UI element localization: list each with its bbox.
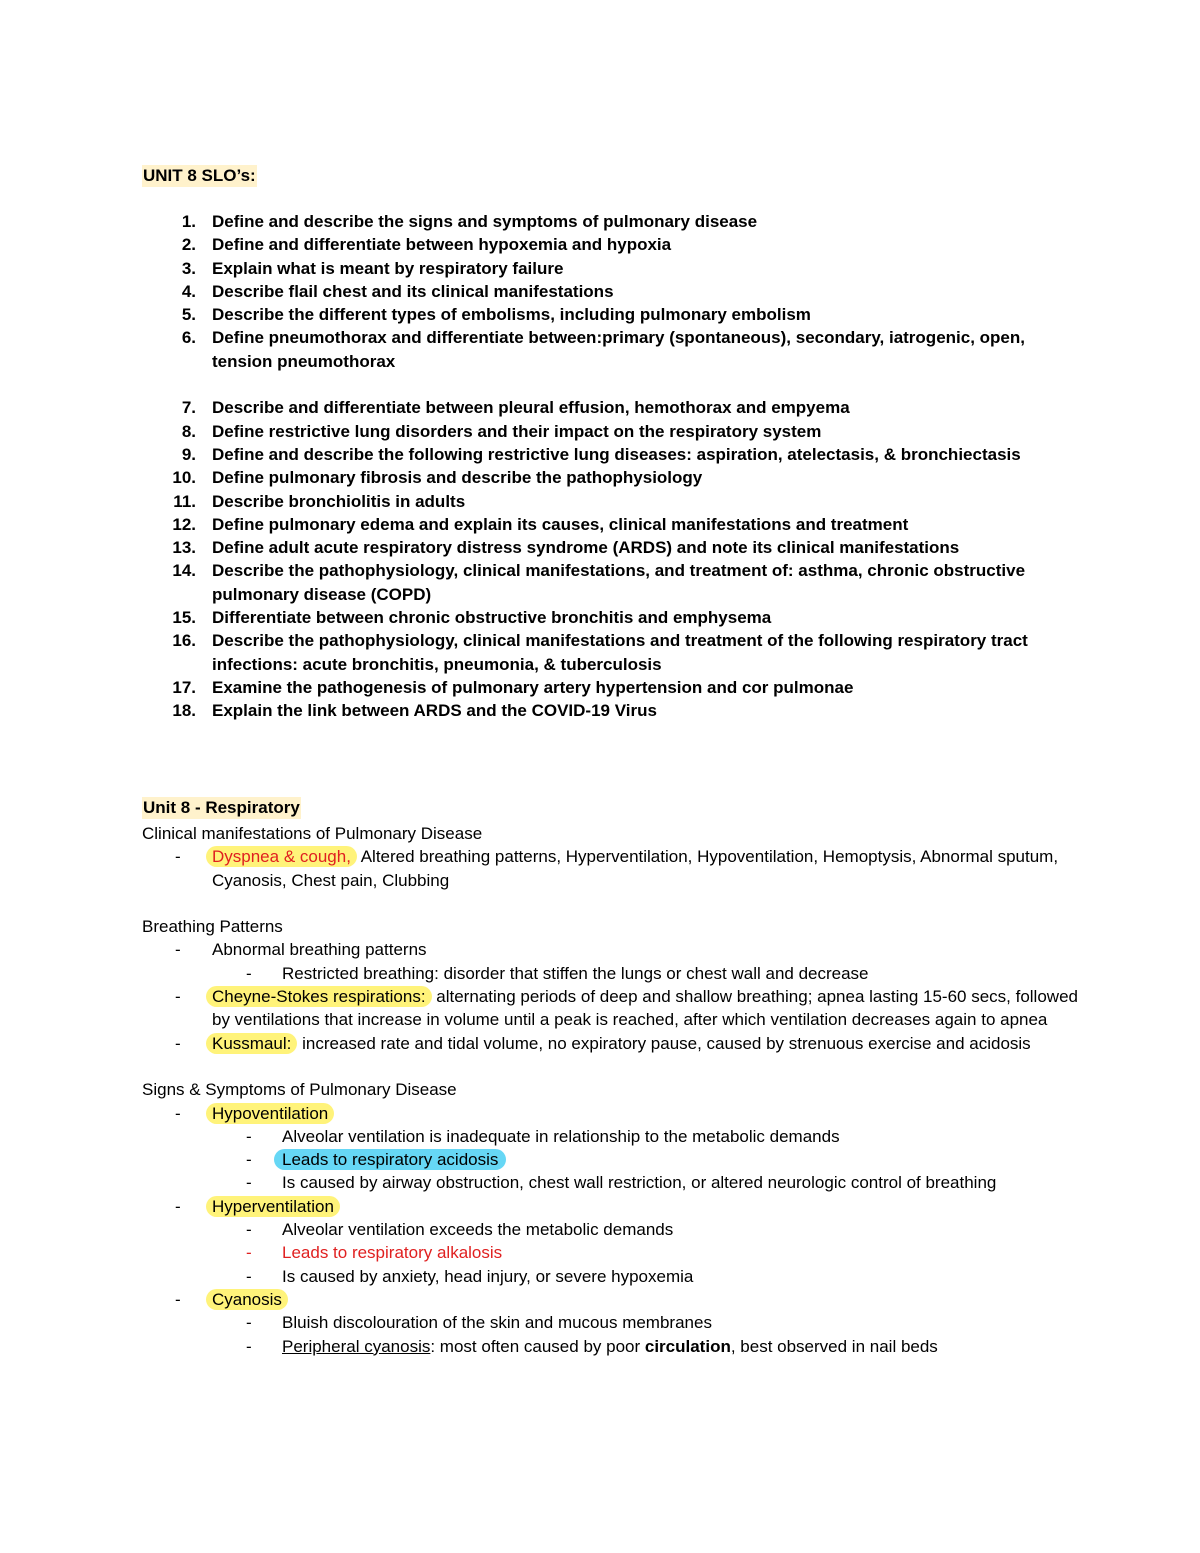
item-text: Restricted breathing: disorder that stiffen the lungs or chest wall and decrease [282, 963, 869, 983]
slo-number: 8. [181, 421, 196, 441]
dash-bullet: - [246, 1150, 252, 1170]
list-item [142, 1241, 1082, 1264]
slo-number: 1. [181, 212, 196, 231]
list-item [142, 1265, 1082, 1288]
slo-text: Describe flail chest and its clinical manifestations [212, 281, 614, 301]
slo-item [142, 513, 1082, 536]
slo-item [142, 396, 1082, 419]
item-text: increased rate and tidal volume, no expiratory pause, caused by strenuous exercise and acidosis [297, 1033, 1031, 1053]
slo-number: 18. [172, 701, 196, 721]
slo-heading: UNIT 8 SLO’s: [143, 166, 256, 185]
slo-number: 6. [181, 328, 196, 348]
list-item [142, 1171, 1082, 1194]
bold-term: circulation [644, 1336, 731, 1356]
item-text: Altered breathing patterns, Hyperventilation, Hypoventilation, Hemoptysis, Abnormal sputum, Cyanosis, Chest pain, Clubbing [212, 847, 1059, 890]
slo-number: 2. [181, 235, 196, 255]
dash-bullet: - [246, 1243, 252, 1263]
slo-number: 3. [181, 258, 196, 278]
list-item [142, 1125, 1082, 1148]
slo-number: 14. [172, 561, 196, 581]
item-text: Bluish discolouration of the skin and mucous membranes [282, 1313, 712, 1333]
slo-text: Define pulmonary fibrosis and describe the pathophysiology [212, 468, 703, 488]
item-text: alternating periods of deep and shallow breathing; apnea lasting 15-60 secs, followed by ventilations that increase in volume until a peak is reached, after which ventilation decreases again to apnea [212, 987, 1078, 1030]
slo-text: Describe bronchiolitis in adults [212, 491, 466, 511]
slo-item [142, 443, 1082, 466]
unit-heading: Unit 8 - Respiratory [143, 798, 300, 817]
item-text: Alveolar ventilation exceeds the metabolic demands [282, 1220, 674, 1240]
slo-text: Describe the pathophysiology, clinical manifestations and treatment of the following respiratory tract infections: acute bronchitis, pneumonia, & tuberculosis [212, 631, 1028, 674]
slo-text: Describe and differentiate between pleural effusion, hemothorax and empyema [212, 398, 850, 418]
slo-number: 17. [172, 677, 196, 697]
notes-body [142, 822, 1082, 1381]
list-item [142, 1148, 1082, 1171]
slo-text: Define pulmonary edema and explain its causes, clinical manifestations and treatment [212, 514, 909, 534]
slo-text: Define and describe the following restrictive lung diseases: aspiration, atelectasis, & bronchiectasis [212, 444, 1021, 464]
slo-text: Describe the pathophysiology, clinical manifestations, and treatment of: asthma, chronic obstructive pulmonary disease (COPD) [212, 561, 1026, 604]
list-item [142, 962, 1082, 985]
highlight-text: Cyanosis [206, 1289, 288, 1310]
dash-bullet: - [246, 1220, 252, 1240]
slo-item [142, 606, 1082, 629]
slo-item [142, 490, 1082, 513]
item-text: Is caused by airway obstruction, chest wall restriction, or altered neurologic control of breathing [282, 1173, 997, 1193]
dash-bullet: - [246, 1126, 252, 1146]
slo-number: 9. [181, 444, 196, 464]
list-item [142, 1102, 1082, 1125]
dash-bullet: - [246, 1266, 252, 1286]
slo-item [142, 233, 1082, 256]
underlined-term: Peripheral cyanosis [282, 1336, 431, 1356]
slo-item [142, 699, 1082, 722]
list-item [142, 1311, 1082, 1334]
signs-section [142, 1078, 1082, 1358]
dash-bullet: - [246, 1313, 252, 1333]
slo-number: 5. [181, 305, 196, 325]
dash-bullet: - [175, 940, 181, 960]
dash-bullet: - [175, 847, 181, 867]
dash-bullet: - [246, 963, 252, 983]
clinical-section [142, 822, 1082, 892]
breathing-section [142, 915, 1082, 1055]
slo-item [142, 466, 1082, 489]
item-text: Abnormal breathing patterns [212, 940, 427, 960]
clinical-title: Clinical manifestations of Pulmonary Disease [142, 824, 483, 843]
list-item [142, 938, 1082, 961]
list-item [142, 1288, 1082, 1311]
item-text: Leads to respiratory alkalosis [282, 1243, 503, 1263]
dash-bullet: - [246, 1173, 252, 1193]
slo-item [142, 676, 1082, 699]
slo-text: Define and describe the signs and symptoms of pulmonary disease [212, 212, 758, 231]
slo-text: Explain what is meant by respiratory failure [212, 258, 564, 278]
dash-bullet: - [246, 1336, 252, 1356]
slo-text: Describe the different types of embolisms, including pulmonary embolism [212, 305, 811, 325]
list-item [142, 1032, 1082, 1055]
slo-number: 16. [172, 631, 196, 651]
slo-item [142, 559, 1082, 606]
slo-number: 7. [181, 398, 196, 418]
slo-number: 13. [172, 538, 196, 558]
item-text: Alveolar ventilation is inadequate in relationship to the metabolic demands [282, 1126, 840, 1146]
slo-item [142, 257, 1082, 280]
slo-text: Define adult acute respiratory distress syndrome (ARDS) and note its clinical manifestations [212, 538, 960, 558]
list-item [142, 1195, 1082, 1218]
slo-item [142, 536, 1082, 559]
highlight-text: Dyspnea & cough, [206, 846, 357, 867]
dash-bullet: - [175, 987, 181, 1007]
slo-item [142, 420, 1082, 443]
item-text: : most often caused by poor [430, 1336, 645, 1356]
slo-text: Examine the pathogenesis of pulmonary artery hypertension and cor pulmonae [212, 677, 854, 697]
slo-text: Differentiate between chronic obstructive bronchitis and emphysema [212, 608, 772, 628]
slo-number: 4. [181, 281, 196, 301]
slo-text: Define restrictive lung disorders and their impact on the respiratory system [212, 421, 822, 441]
slo-item [142, 303, 1082, 326]
slo-item [142, 210, 1082, 233]
highlight-text: Hypoventilation [206, 1103, 334, 1124]
slo-list [142, 210, 1082, 723]
highlight-text: Cheyne-Stokes respirations: [206, 986, 432, 1007]
dash-bullet: - [175, 1033, 181, 1053]
slo-item [142, 326, 1082, 373]
signs-title: Signs & Symptoms of Pulmonary Disease [142, 1080, 457, 1100]
dash-bullet: - [175, 1103, 181, 1123]
list-item [142, 845, 1082, 892]
slo-text: Explain the link between ARDS and the COVID-19 Virus [212, 701, 657, 721]
slo-number: 10. [172, 468, 196, 488]
highlight-text: Leads to respiratory acidosis [274, 1149, 506, 1170]
slo-number: 15. [172, 608, 196, 628]
highlight-text: Kussmaul: [206, 1033, 297, 1054]
dash-bullet: - [175, 1289, 181, 1309]
slo-number: 12. [172, 514, 196, 534]
slo-item [142, 629, 1082, 676]
list-item [142, 1335, 1082, 1358]
highlight-text: Hyperventilation [206, 1196, 340, 1217]
slo-item [142, 280, 1082, 303]
slo-number: 11. [173, 491, 196, 511]
list-item [142, 1218, 1082, 1241]
slo-text: Define pneumothorax and differentiate between:primary (spontaneous), secondary, iatrogenic, open, tension pneumothorax [212, 328, 1025, 371]
list-item [142, 985, 1082, 1032]
dash-bullet: - [175, 1196, 181, 1216]
slo-text: Define and differentiate between hypoxemia and hypoxia [212, 235, 672, 255]
breathing-title: Breathing Patterns [142, 917, 283, 937]
item-text: , best observed in nail beds [730, 1336, 938, 1356]
item-text: Is caused by anxiety, head injury, or severe hypoxemia [282, 1266, 694, 1286]
